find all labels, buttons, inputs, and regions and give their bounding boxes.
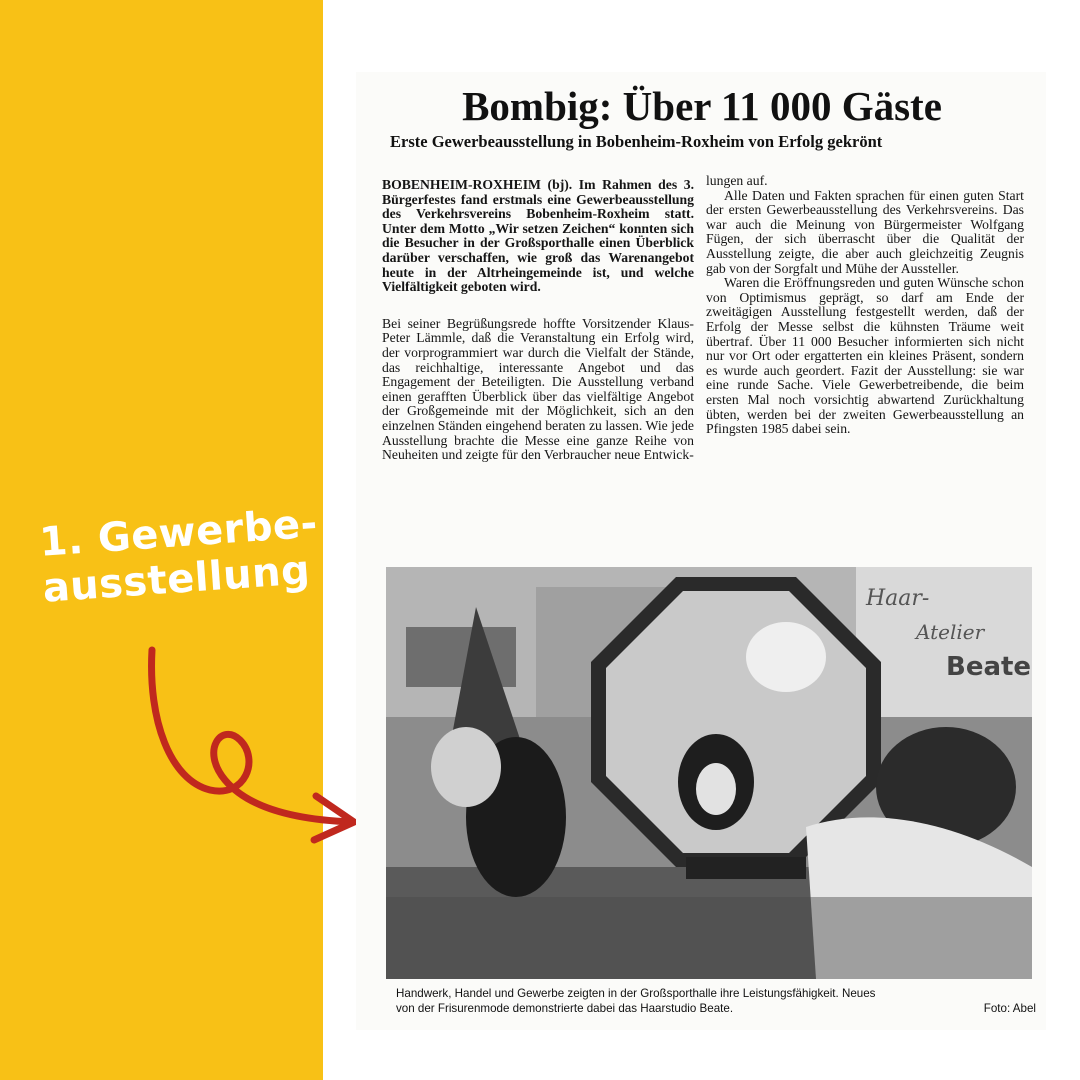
photo-caption xyxy=(396,986,1046,1016)
article-paragraph: Alle Daten und Fakten sprachen für einen guten Start der ersten Gewerbeausstellung des Verkehrsvereins. Das war auch die Meinung von Bürgermeister Wolfgang Fügen, der sich überrascht über die Qualität der Ausstellung zeigte, die aber auch gleichzeitig Zeugnis gab von der Sorgfalt und Mühe der Aussteller. xyxy=(706,187,1024,276)
photo-sign-text: Beate xyxy=(946,652,1032,682)
article-left-column xyxy=(382,178,694,463)
sidebar-label-line1: 1. Gewerbe- xyxy=(38,500,320,566)
article-paragraph: lungen auf. xyxy=(706,173,768,188)
article-paragraph: Waren die Eröffnungsreden und guten Wünsche schon von Optimismus geprägt, so darf am Ende der zweitägigen Ausstellung festgestellt werden, daß der Erfolg der Messe selbst die kühnsten Träume weit übertraf. Über 11 000 Besucher informierten sich nicht nur vor Ort oder ergatterten ein kleines Präsent, sondern es wurde auch geordert. Fazit der Ausstellung: sie war eine runde Sache. Viele Gewerbetreibende, die beim ersten Mal noch vorsichtig abwartend Zurückhaltung übten, werden bei der zweiten Gewerbeausstellung an Pfingsten 1985 dabei sein. xyxy=(706,275,1024,437)
article-lead-paragraph: BOBENHEIM-ROXHEIM (bj). Im Rahmen des 3. Bürgerfestes fand erstmals eine Gewerbeausstellung des Verkehrsvereins Bobenheim-Roxheim statt. Unter dem Motto „Wir setzen Zeichen“ konnten sich die Besucher in der Großsporthalle einen Überblick darüber verschaffen, wie groß das Warenangebot heute in der Altrheingemeinde ist, und welche Vielfältigkeit geboten wird. xyxy=(382,177,694,295)
curly-arrow-right-icon xyxy=(130,640,370,850)
article-right-column xyxy=(706,174,1024,437)
photo-sign-text: Haar- xyxy=(866,586,930,611)
photo-credit: Foto: Abel xyxy=(983,1002,1036,1015)
sidebar-label-line2: ausstellung xyxy=(41,547,312,612)
photo-sign-text: Atelier xyxy=(916,620,985,644)
newspaper-clipping xyxy=(356,72,1046,1030)
article-paragraph: Bei seiner Begrüßungsrede hoffte Vorsitzender Klaus-Peter Lämmle, daß die Veranstaltung ein Erfolg wird, der vorprogrammiert war durch die Vielfalt der Stände, das reichhaltige, interessante Angebot und das Engagement der Beteiligten. Die Ausstellung verband einen gerafften Überblick über das vielfältige Angebot der Großgemeinde mit der Möglichkeit, sich an den einzelnen Ständen eingehend beraten zu lassen. Wie jede Ausstellung brachte die Messe eine ganze Reihe von Neuheiten und zeigte für den Verbraucher neue Entwick- xyxy=(382,315,694,463)
article-subheadline: Erste Gewerbeausstellung in Bobenheim-Roxheim von Erfolg gekrönt xyxy=(390,132,883,151)
photo-caption-line1: Handwerk, Handel und Gewerbe zeigten in der Großsporthalle ihre Leistungsfähigkeit. Neues xyxy=(396,987,876,1000)
article-headline: Bombig: Über 11 000 Gäste xyxy=(462,83,942,129)
salon-photo-illustration xyxy=(386,567,1032,979)
article-photo xyxy=(386,567,1032,979)
photo-caption-line2: von der Frisurenmode demonstrierte dabei das Haarstudio Beate. xyxy=(396,1002,734,1015)
